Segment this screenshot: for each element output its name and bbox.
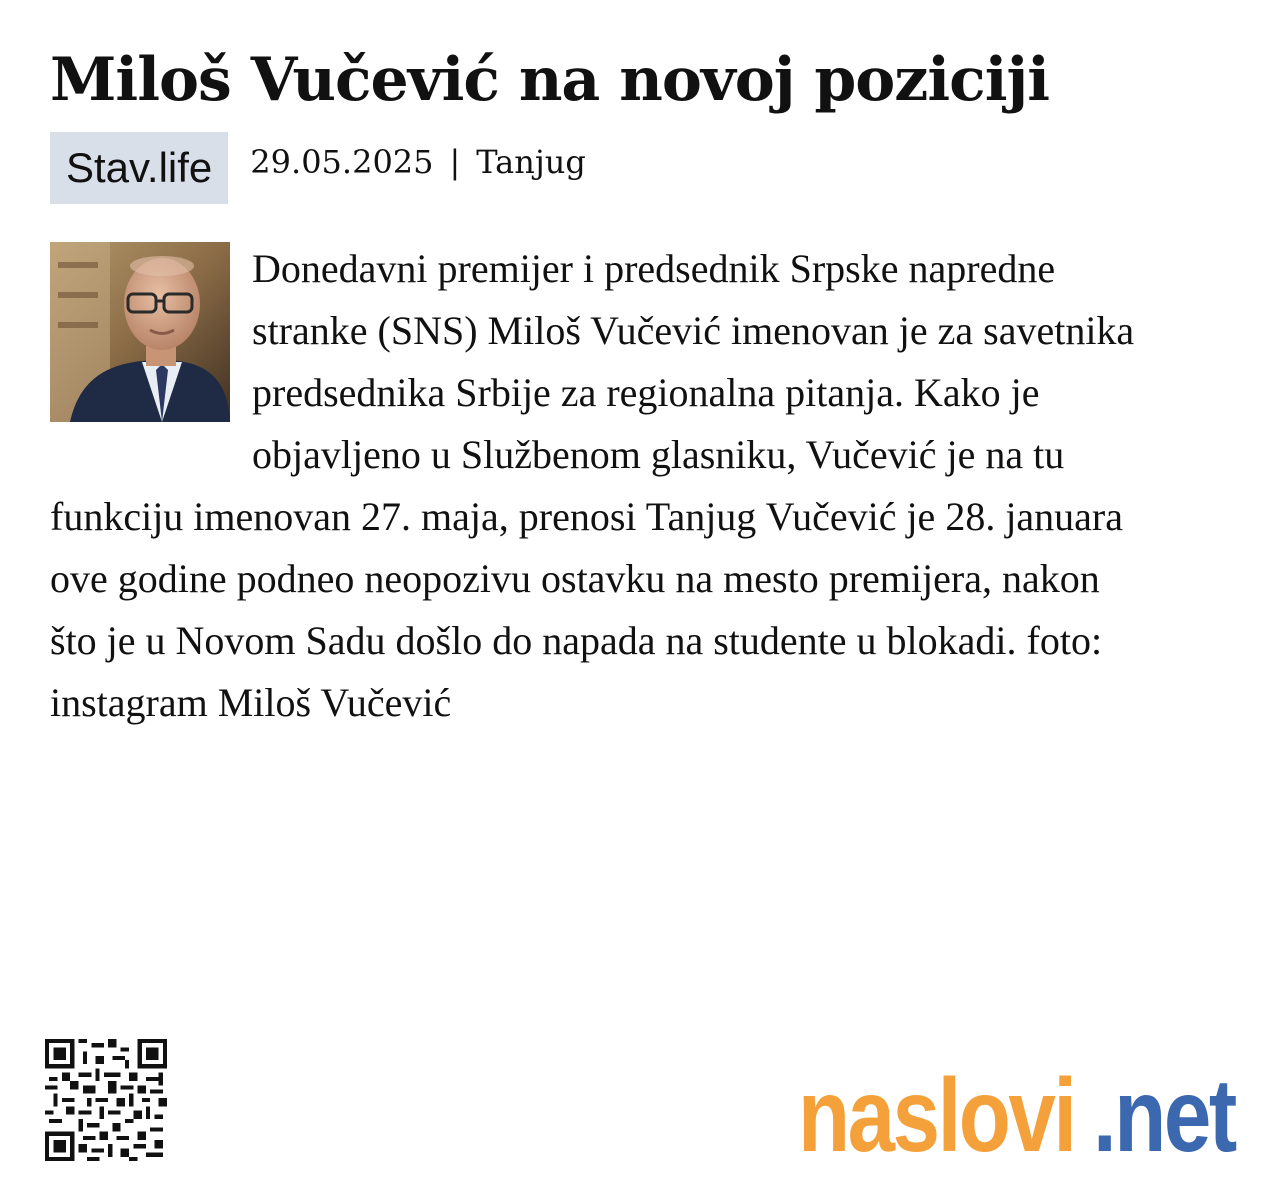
article-body: Donedavni premijer i predsednik Srpske napredne stranke (SNS) Miloš Vučević imenovan je za savetnika predsednika Srbije za regionalna pitanja. Kako je objavljeno u Službenom glasniku, Vučević je na tu funkciju imenovan 27. maja, prenosi Tanjug Vučević je 28. januara ove godine podneo neopozivu ostavku na mesto premijera, nakon što je u Novom Sadu došlo do napada na studente u blokadi. foto: instagram Miloš Vučević [50,246,1135,725]
news-agency: Tanjug [476,143,586,181]
article-content [50,238,1140,734]
article-photo [50,242,230,422]
source-badge[interactable]: Stav.life [50,132,228,204]
qr-code-icon[interactable] [45,1037,167,1163]
logo-word: naslovi [798,1058,1075,1174]
meta-separator: | [449,143,461,181]
publish-date: 29.05.2025 [250,143,434,181]
naslovi-logo[interactable] [798,1058,1266,1174]
logo-tld: .net [1093,1058,1236,1174]
article-title: Miloš Vučević na novoj poziciji [50,45,1049,115]
article-meta [50,132,586,204]
